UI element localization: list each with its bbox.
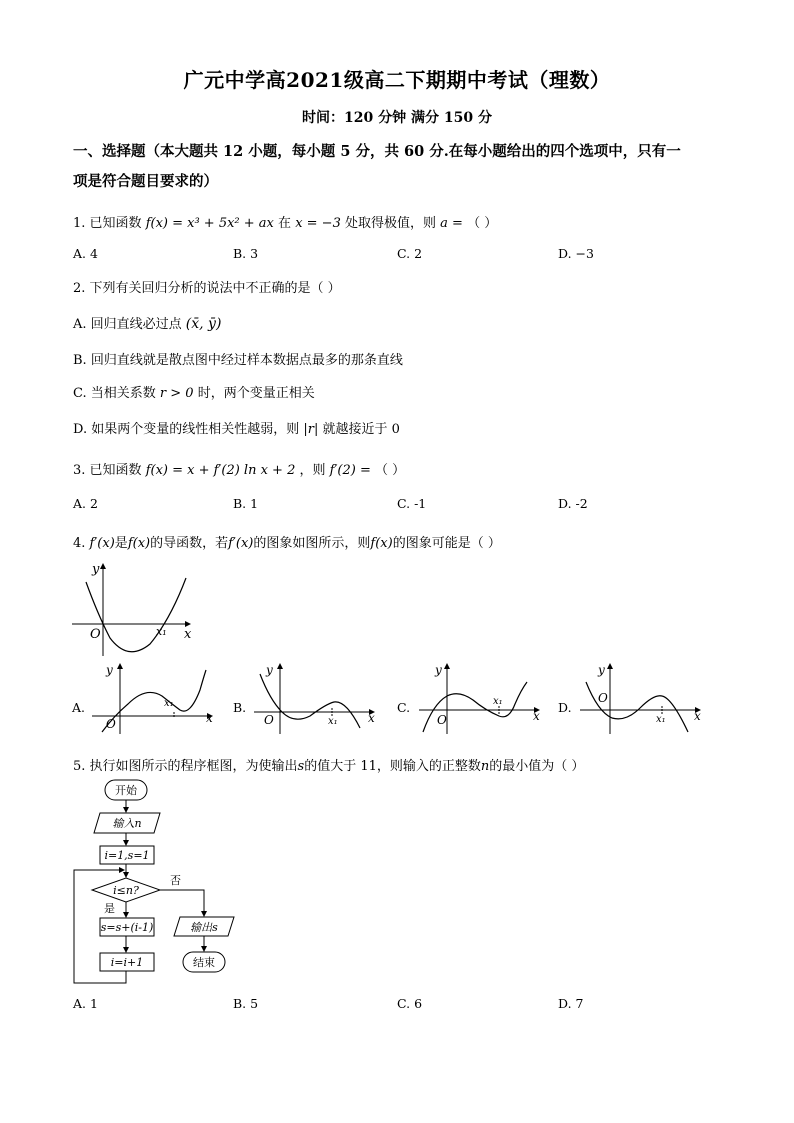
- q2-option-b[interactable]: B. 回归直线就是散点图中经过样本数据点最多的那条直线: [73, 353, 403, 368]
- q5-option-c[interactable]: C. 6: [397, 996, 423, 1011]
- q2-option-d-prefix: D. 如果两个变量的线性相关性越弱，则: [73, 422, 300, 437]
- flow-end-label: 结束: [193, 956, 215, 969]
- q1-variable: a =: [440, 216, 463, 231]
- q5-option-d[interactable]: D. 7: [558, 996, 584, 1011]
- q4-m1: f′(x): [89, 536, 115, 551]
- q4-m3: f′(x): [228, 536, 254, 551]
- question-1: [73, 212, 497, 231]
- q1-condition: x = −3: [295, 216, 341, 231]
- q2-option-c[interactable]: [73, 382, 315, 401]
- q2-option-a-point: (x̄, ȳ): [185, 316, 222, 332]
- q4-m4: f(x): [370, 536, 393, 551]
- flow-yes-label: 是: [104, 902, 115, 915]
- q5-mid: 的值大于 11，则输入的正整数: [304, 759, 481, 774]
- q2-option-a[interactable]: [73, 313, 221, 332]
- opt-b-x1: x₁: [328, 716, 338, 727]
- question-5: [73, 755, 584, 774]
- flow-input-label: 输入n: [112, 817, 142, 830]
- q3-ask: f′(2) =: [329, 463, 371, 478]
- q4-t3: 的图象如图所示，则: [253, 536, 371, 551]
- q4-option-b-graph[interactable]: [250, 660, 380, 735]
- opt-b-y: y: [266, 663, 273, 677]
- page-title: 广元中学高2021级高二下期期中考试（理数）: [183, 68, 611, 92]
- opt-a-x1: x₁: [164, 698, 174, 709]
- flow-start-label: 开始: [115, 784, 137, 797]
- q3-option-b[interactable]: B. 1: [233, 496, 259, 511]
- q3-blank: （ ）: [375, 463, 406, 478]
- derivative-curve: [86, 578, 186, 652]
- q1-function: f(x) = x³ + 5x² + ax: [145, 216, 274, 231]
- section-heading-line2: 项是符合题目要求的）: [73, 173, 218, 190]
- q4-option-c-graph[interactable]: [415, 660, 545, 735]
- opt-d-x: x: [694, 709, 701, 723]
- q4-t4: 的图象可能是（ ）: [392, 536, 501, 551]
- origin-label: O: [90, 627, 101, 642]
- q2-option-d-math: |r|: [303, 422, 319, 437]
- q4-num: 4.: [73, 536, 86, 551]
- q3-function: f(x) = x + f′(2) ln x + 2: [145, 463, 296, 478]
- q1-suffix: 处取得极值，则: [344, 216, 436, 231]
- opt-b-x: x: [368, 711, 375, 725]
- flow-output-label: 输出s: [190, 921, 218, 934]
- q4-derivative-graph: [70, 560, 200, 660]
- x-label: x: [184, 627, 192, 642]
- q5-n: n: [480, 759, 490, 774]
- q1-option-d[interactable]: D. −3: [558, 246, 594, 261]
- exam-info: 时间：120 分钟 满分 150 分: [302, 110, 492, 126]
- q2-option-c-math: r > 0: [159, 386, 194, 401]
- q1-blank: （ ）: [467, 216, 498, 231]
- opt-d-y: y: [598, 663, 605, 677]
- flow-no-label: 否: [170, 874, 181, 887]
- y-label: y: [92, 562, 100, 577]
- q3-mid: ，则: [299, 463, 326, 478]
- question-4: [73, 532, 501, 551]
- q3-prefix: 3. 已知函数: [73, 463, 142, 478]
- q2-option-c-suffix: 时，两个变量正相关: [197, 386, 315, 401]
- flow-update-s-label: s=s+(i-1): [100, 921, 154, 934]
- q4-option-a-letter[interactable]: A.: [72, 700, 86, 715]
- q2-option-d-suffix: 就越接近于 0: [322, 422, 400, 437]
- q2-option-d[interactable]: [73, 418, 400, 437]
- q4-t2: 的导函数，若: [150, 536, 229, 551]
- q4-option-b-letter[interactable]: B.: [233, 700, 247, 715]
- q3-option-a[interactable]: A. 2: [73, 496, 98, 511]
- x1-label: x₁: [156, 625, 167, 638]
- opt-c-o: O: [437, 713, 447, 727]
- question-3: [73, 459, 405, 478]
- q4-m2: f(x): [127, 536, 151, 551]
- opt-c-x: x: [533, 709, 540, 723]
- q1-option-c[interactable]: C. 2: [397, 246, 423, 261]
- opt-d-x1: x₁: [656, 714, 666, 725]
- q4-option-d-graph[interactable]: [576, 660, 706, 735]
- q1-prefix: 1. 已知函数: [73, 216, 142, 231]
- flow-init-label: i=1,s=1: [104, 849, 150, 862]
- q2-option-c-prefix: C. 当相关系数: [73, 386, 156, 401]
- q5-flowchart: [70, 776, 270, 990]
- opt-a-y: y: [106, 663, 113, 677]
- q1-option-b[interactable]: B. 3: [233, 246, 259, 261]
- question-2: 2. 下列有关回归分析的说法中不正确的是（ ）: [73, 281, 341, 296]
- opt-c-y: y: [435, 663, 442, 677]
- q1-option-a[interactable]: A. 4: [73, 246, 98, 261]
- q5-suffix: 的最小值为（ ）: [489, 759, 585, 774]
- q5-option-a[interactable]: A. 1: [73, 996, 98, 1011]
- q4-t1: 是: [114, 536, 128, 551]
- q4-option-d-letter[interactable]: D.: [558, 700, 572, 715]
- flow-condition-label: i≤n?: [113, 884, 139, 897]
- q3-option-c[interactable]: C. -1: [397, 496, 427, 511]
- q2-option-a-text: A. 回归直线必过点: [73, 317, 182, 332]
- section-heading-line1: 一、选择题（本大题共 12 小题，每小题 5 分，共 60 分.在每小题给出的四个选项中，只有一: [73, 143, 681, 160]
- q4-option-a-graph[interactable]: [88, 660, 218, 735]
- flow-update-i-label: i=i+1: [110, 956, 144, 969]
- q5-prefix: 5. 执行如图所示的程序框图，为使输出: [73, 759, 298, 774]
- q3-option-d[interactable]: D. -2: [558, 496, 588, 511]
- q5-s: s: [297, 759, 305, 774]
- opt-a-o: O: [106, 717, 116, 731]
- opt-a-x: x: [206, 711, 213, 725]
- q5-option-b[interactable]: B. 5: [233, 996, 259, 1011]
- opt-d-o: O: [598, 691, 608, 705]
- opt-c-x1: x₁: [493, 696, 503, 707]
- opt-b-o: O: [264, 713, 274, 727]
- q1-mid: 在: [278, 216, 292, 231]
- q4-option-c-letter[interactable]: C.: [397, 700, 411, 715]
